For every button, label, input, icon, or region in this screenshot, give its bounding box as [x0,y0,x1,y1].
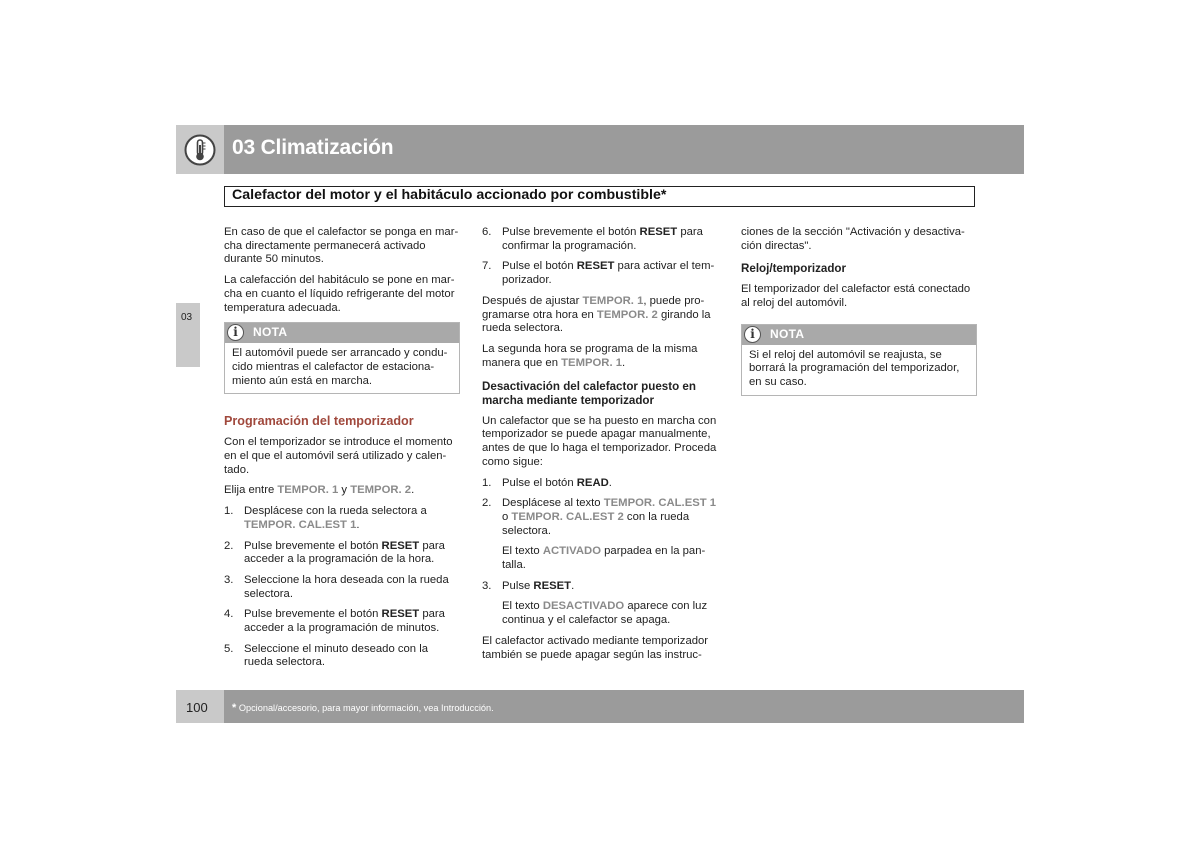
display-text: TEMPOR. CAL.EST 1 [603,497,717,510]
paragraph: Un calefactor que se ha puesto en marcha con temporizador se puede apagar manualmente, antes de que lo haga el temporizador. Proceda como sigue: [482,414,717,468]
step-number: 2. [224,539,234,552]
chapter-title: 03 Climatización [232,136,394,159]
paragraph: El calefactor activado mediante temporizador también se puede apagar según las instruc- [482,634,709,661]
button-name: RESET [381,539,420,552]
note-text: Si el reloj del automóvil se reajusta, se borrará la programación del temporizador, en su caso. [749,348,960,388]
text: o [502,510,512,523]
step-number: 2. [482,497,492,510]
page-number: 100 [186,700,208,715]
chapter-side-tab [176,303,200,367]
list-item [482,226,718,253]
note-label: NOTA [770,326,805,341]
text: aparece con luz continua y el calefactor se apaga. [502,600,708,627]
step-note [482,600,718,627]
note-box [741,324,977,396]
list-item [482,260,718,287]
paragraph: ciones de la sección "Activación y desactiva-ción directas". [741,226,965,252]
step-number: 3. [224,573,234,586]
text: Después de ajustar [482,294,583,307]
step-number: 3. [482,579,492,592]
list-item [224,540,460,567]
text: parpadea en la pan-talla. [502,545,706,572]
column-1 [224,226,460,677]
text: La segunda hora se programa de la misma manera que en [482,342,698,369]
button-name: RESET [576,260,615,273]
step-number: 6. [482,226,492,238]
footer-text: Opcional/accesorio, para mayor información, vea Introducción. [236,703,494,713]
display-text: DESACTIVADO [542,600,625,613]
info-icon: i [744,326,761,343]
display-text: TEMPOR. 2 [596,308,658,321]
step-note [482,545,718,572]
text: Desplácese con la rueda selectora a [244,505,427,518]
step-number: 7. [482,260,492,273]
section-title: Calefactor del motor y el habitáculo accionado por combustible* [232,187,667,203]
display-text: TEMPOR. 2 [350,484,412,497]
button-name: RESET [381,608,420,621]
note-box [224,322,460,394]
text: para confirmar la programación. [502,226,703,252]
list-item [224,505,460,532]
paragraph: En caso de que el calefactor se ponga en mar-cha directamente permanecerá activado durante 50 minutos. [224,226,459,266]
info-icon: i [227,324,244,341]
thermometer-icon [184,134,216,166]
step-list [482,226,718,288]
button-name: RESET [533,579,572,592]
note-header [225,323,459,343]
side-tab-label: 03 [181,312,193,323]
text: Pulse brevemente el botón [502,226,640,238]
list-item [224,608,460,635]
button-name: READ [576,476,609,489]
step-number: 5. [224,642,234,655]
text: girando la rueda selectora. [482,308,711,335]
display-text: ACTIVADO [542,545,601,558]
display-text: TEMPOR. 1 [561,356,623,369]
text: El texto [502,545,543,558]
paragraph [482,343,718,370]
step-number: 4. [224,608,234,621]
button-name: RESET [639,226,678,238]
text: Seleccione la hora deseada con la rueda selectora. [244,573,449,600]
text: para acceder a la programación de la hora. [244,539,445,566]
text: Pulse [502,579,534,592]
text: y [338,484,351,497]
footer-note [232,702,494,714]
list-item [224,574,460,601]
text: . [571,579,575,592]
footnote-star: * [232,702,237,714]
text: con la rueda selectora. [502,510,690,537]
display-text: TEMPOR. CAL.EST 2 [511,510,624,523]
subsection-heading: Reloj/temporizador [741,262,847,276]
step-number: 1. [224,505,234,518]
list-item [482,497,718,538]
text: . [622,356,626,369]
paragraph [482,295,718,336]
text: Pulse el botón [502,260,577,273]
chapter-icon-box [176,125,224,174]
subsection-heading: Programación del temporizador [224,414,414,429]
paragraph: Con el temporizador se introduce el momento en el que el automóvil será utilizado y calen-tado. [224,436,453,476]
text: El texto [502,600,543,613]
paragraph: El temporizador del calefactor está conectado al reloj del automóvil. [741,283,971,309]
text: Seleccione el minuto deseado con la rueda selectora. [244,642,429,669]
column-3 [741,226,977,396]
step-list [482,580,718,594]
text: Elija entre [224,484,278,497]
text: para acceder a la programación de minutos. [244,608,445,635]
text: . [356,518,360,531]
note-label: NOTA [253,325,288,340]
text: , puede pro-gramarse otra hora en [482,294,705,321]
list-item [482,477,718,491]
text: Pulse brevemente el botón [244,539,382,552]
paragraph [224,484,460,498]
text: Pulse brevemente el botón [244,608,382,621]
paragraph: La calefacción del habitáculo se pone en mar-cha en cuanto el líquido refrigerante del motor temperatura adecuada. [224,274,455,314]
list-item [482,580,718,594]
note-header [742,325,976,345]
step-list [482,477,718,539]
display-text: TEMPOR. 1 [582,294,644,307]
step-number: 1. [482,476,492,489]
display-text: TEMPOR. CAL.EST 1 [244,518,357,531]
text: Desplácese al texto [502,497,604,510]
list-item [224,643,460,670]
text: para activar el tem-porizador. [502,260,715,287]
subsection-heading: Desactivación del calefactor puesto en marcha mediante temporizador [482,380,696,408]
text: Pulse el botón [502,476,577,489]
column-2 [482,226,718,669]
text: . [608,476,612,489]
step-list [224,505,460,670]
text: . [411,484,415,497]
display-text: TEMPOR. 1 [277,484,339,497]
note-text: El automóvil puede ser arrancado y condu-cido mientras el calefactor de estaciona-miento aún está en marcha. [232,347,448,387]
